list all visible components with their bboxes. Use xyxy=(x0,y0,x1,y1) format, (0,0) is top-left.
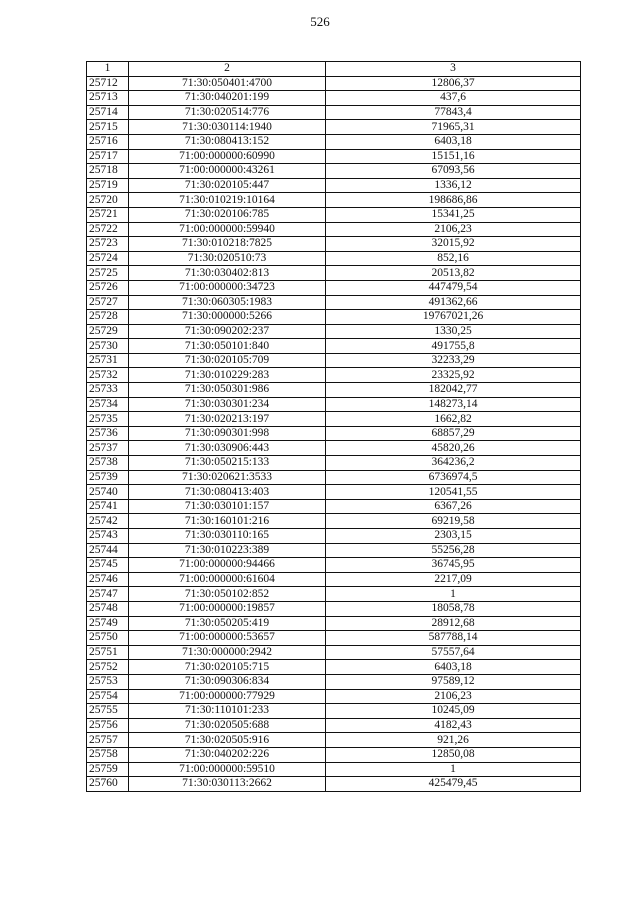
value-cell: 2106,23 xyxy=(326,689,581,704)
cadastral-number-cell: 71:00:000000:60990 xyxy=(129,149,326,164)
value-cell: 18058,78 xyxy=(326,601,581,616)
row-number-cell: 25753 xyxy=(87,674,129,689)
cadastral-number-cell: 71:30:050301:986 xyxy=(129,383,326,398)
data-table xyxy=(86,61,581,792)
table-row xyxy=(87,660,581,675)
cadastral-number-cell: 71:30:050205:419 xyxy=(129,616,326,631)
row-number-cell: 25742 xyxy=(87,514,129,529)
table-row xyxy=(87,251,581,266)
row-number-cell: 25716 xyxy=(87,134,129,149)
cadastral-number-cell: 71:30:090306:834 xyxy=(129,674,326,689)
cadastral-number-cell: 71:00:000000:43261 xyxy=(129,164,326,179)
cadastral-number-cell: 71:30:090301:998 xyxy=(129,426,326,441)
table-row xyxy=(87,397,581,412)
table-row xyxy=(87,222,581,237)
table-row xyxy=(87,353,581,368)
table-header-row xyxy=(87,62,581,77)
value-cell: 491755,8 xyxy=(326,339,581,354)
row-number-cell: 25752 xyxy=(87,660,129,675)
value-cell: 1 xyxy=(326,762,581,777)
value-cell: 71965,31 xyxy=(326,120,581,135)
table-row xyxy=(87,543,581,558)
cadastral-number-cell: 71:00:000000:19857 xyxy=(129,601,326,616)
cadastral-number-cell: 71:30:060305:1983 xyxy=(129,295,326,310)
table-row xyxy=(87,689,581,704)
cadastral-number-cell: 71:30:080413:403 xyxy=(129,485,326,500)
row-number-cell: 25736 xyxy=(87,426,129,441)
table-row xyxy=(87,91,581,106)
row-number-cell: 25737 xyxy=(87,441,129,456)
cadastral-number-cell: 71:00:000000:34723 xyxy=(129,280,326,295)
cadastral-number-cell: 71:30:050102:852 xyxy=(129,587,326,602)
row-number-cell: 25728 xyxy=(87,310,129,325)
value-cell: 2106,23 xyxy=(326,222,581,237)
value-cell: 69219,58 xyxy=(326,514,581,529)
table-row xyxy=(87,178,581,193)
cadastral-number-cell: 71:30:080413:152 xyxy=(129,134,326,149)
table-row xyxy=(87,470,581,485)
value-cell: 32233,29 xyxy=(326,353,581,368)
row-number-cell: 25720 xyxy=(87,193,129,208)
table-row xyxy=(87,164,581,179)
cadastral-number-cell: 71:30:020106:785 xyxy=(129,207,326,222)
table-row xyxy=(87,558,581,573)
row-number-cell: 25756 xyxy=(87,718,129,733)
table-row xyxy=(87,529,581,544)
row-number-cell: 25747 xyxy=(87,587,129,602)
cadastral-number-cell: 71:30:010223:389 xyxy=(129,543,326,558)
cadastral-number-cell: 71:30:030101:157 xyxy=(129,499,326,514)
table-row xyxy=(87,266,581,281)
cadastral-number-cell: 71:30:000000:5266 xyxy=(129,310,326,325)
column-header-3: 3 xyxy=(326,62,581,77)
cadastral-number-cell: 71:30:090202:237 xyxy=(129,324,326,339)
row-number-cell: 25715 xyxy=(87,120,129,135)
value-cell: 491362,66 xyxy=(326,295,581,310)
cadastral-number-cell: 71:30:020213:197 xyxy=(129,412,326,427)
table-row xyxy=(87,120,581,135)
table-row xyxy=(87,412,581,427)
row-number-cell: 25744 xyxy=(87,543,129,558)
table-row xyxy=(87,718,581,733)
row-number-cell: 25760 xyxy=(87,777,129,792)
value-cell: 6403,18 xyxy=(326,134,581,149)
value-cell: 36745,95 xyxy=(326,558,581,573)
value-cell: 15151,16 xyxy=(326,149,581,164)
value-cell: 447479,54 xyxy=(326,280,581,295)
row-number-cell: 25717 xyxy=(87,149,129,164)
cadastral-number-cell: 71:30:030113:2662 xyxy=(129,777,326,792)
table-row xyxy=(87,207,581,222)
value-cell: 921,26 xyxy=(326,733,581,748)
row-number-cell: 25738 xyxy=(87,456,129,471)
table-row xyxy=(87,456,581,471)
cadastral-number-cell: 71:30:030906:443 xyxy=(129,441,326,456)
table-row xyxy=(87,441,581,456)
cadastral-number-cell: 71:30:020510:73 xyxy=(129,251,326,266)
value-cell: 120541,55 xyxy=(326,485,581,500)
row-number-cell: 25714 xyxy=(87,105,129,120)
table-row xyxy=(87,237,581,252)
table-row xyxy=(87,587,581,602)
cadastral-number-cell: 71:30:030402:813 xyxy=(129,266,326,281)
row-number-cell: 25746 xyxy=(87,572,129,587)
value-cell: 97589,12 xyxy=(326,674,581,689)
table-row xyxy=(87,674,581,689)
cadastral-number-cell: 71:30:030110:165 xyxy=(129,529,326,544)
table-row xyxy=(87,310,581,325)
row-number-cell: 25749 xyxy=(87,616,129,631)
value-cell: 28912,68 xyxy=(326,616,581,631)
table-row xyxy=(87,280,581,295)
cadastral-number-cell: 71:30:160101:216 xyxy=(129,514,326,529)
cadastral-number-cell: 71:00:000000:59940 xyxy=(129,222,326,237)
table-row xyxy=(87,149,581,164)
value-cell: 12850,08 xyxy=(326,747,581,762)
cadastral-number-cell: 71:30:020505:688 xyxy=(129,718,326,733)
row-number-cell: 25725 xyxy=(87,266,129,281)
row-number-cell: 25759 xyxy=(87,762,129,777)
table-row xyxy=(87,616,581,631)
row-number-cell: 25734 xyxy=(87,397,129,412)
value-cell: 68857,29 xyxy=(326,426,581,441)
cadastral-number-cell: 71:30:020505:916 xyxy=(129,733,326,748)
cadastral-number-cell: 71:30:040201:199 xyxy=(129,91,326,106)
row-number-cell: 25732 xyxy=(87,368,129,383)
cadastral-number-cell: 71:00:000000:77929 xyxy=(129,689,326,704)
column-header-2: 2 xyxy=(129,62,326,77)
value-cell: 67093,56 xyxy=(326,164,581,179)
cadastral-number-cell: 71:30:020514:776 xyxy=(129,105,326,120)
row-number-cell: 25757 xyxy=(87,733,129,748)
row-number-cell: 25722 xyxy=(87,222,129,237)
table-row xyxy=(87,631,581,646)
cadastral-number-cell: 71:30:020621:3533 xyxy=(129,470,326,485)
cadastral-number-cell: 71:30:000000:2942 xyxy=(129,645,326,660)
row-number-cell: 25758 xyxy=(87,747,129,762)
value-cell: 6403,18 xyxy=(326,660,581,675)
value-cell: 20513,82 xyxy=(326,266,581,281)
row-number-cell: 25754 xyxy=(87,689,129,704)
page-number: 526 xyxy=(310,14,330,29)
row-number-cell: 25745 xyxy=(87,558,129,573)
value-cell: 1 xyxy=(326,587,581,602)
value-cell: 6736974,5 xyxy=(326,470,581,485)
cadastral-number-cell: 71:30:020105:715 xyxy=(129,660,326,675)
table-row xyxy=(87,645,581,660)
row-number-cell: 25735 xyxy=(87,412,129,427)
cadastral-number-cell: 71:30:020105:447 xyxy=(129,178,326,193)
table-row xyxy=(87,193,581,208)
value-cell: 77843,4 xyxy=(326,105,581,120)
cadastral-number-cell: 71:30:010218:7825 xyxy=(129,237,326,252)
value-cell: 425479,45 xyxy=(326,777,581,792)
value-cell: 198686,86 xyxy=(326,193,581,208)
table-row xyxy=(87,76,581,91)
table-row xyxy=(87,426,581,441)
value-cell: 12806,37 xyxy=(326,76,581,91)
row-number-cell: 25719 xyxy=(87,178,129,193)
cadastral-number-cell: 71:30:030301:234 xyxy=(129,397,326,412)
row-number-cell: 25733 xyxy=(87,383,129,398)
value-cell: 1330,25 xyxy=(326,324,581,339)
row-number-cell: 25755 xyxy=(87,704,129,719)
table-row xyxy=(87,368,581,383)
cadastral-number-cell: 71:00:000000:53657 xyxy=(129,631,326,646)
row-number-cell: 25726 xyxy=(87,280,129,295)
cadastral-number-cell: 71:30:010219:10164 xyxy=(129,193,326,208)
value-cell: 1662,82 xyxy=(326,412,581,427)
row-number-cell: 25731 xyxy=(87,353,129,368)
table-row xyxy=(87,339,581,354)
value-cell: 2217,09 xyxy=(326,572,581,587)
row-number-cell: 25750 xyxy=(87,631,129,646)
value-cell: 364236,2 xyxy=(326,456,581,471)
cadastral-number-cell: 71:30:050101:840 xyxy=(129,339,326,354)
value-cell: 55256,28 xyxy=(326,543,581,558)
table-row xyxy=(87,105,581,120)
table-row xyxy=(87,733,581,748)
table-row xyxy=(87,383,581,398)
cadastral-number-cell: 71:00:000000:94466 xyxy=(129,558,326,573)
value-cell: 587788,14 xyxy=(326,631,581,646)
table-row xyxy=(87,777,581,792)
row-number-cell: 25727 xyxy=(87,295,129,310)
table-row xyxy=(87,485,581,500)
row-number-cell: 25739 xyxy=(87,470,129,485)
value-cell: 6367,26 xyxy=(326,499,581,514)
cadastral-number-cell: 71:00:000000:61604 xyxy=(129,572,326,587)
cadastral-number-cell: 71:30:110101:233 xyxy=(129,704,326,719)
cadastral-number-cell: 71:00:000000:59510 xyxy=(129,762,326,777)
row-number-cell: 25712 xyxy=(87,76,129,91)
table-row xyxy=(87,499,581,514)
cadastral-number-cell: 71:30:050215:133 xyxy=(129,456,326,471)
row-number-cell: 25724 xyxy=(87,251,129,266)
row-number-cell: 25748 xyxy=(87,601,129,616)
cadastral-number-cell: 71:30:010229:283 xyxy=(129,368,326,383)
value-cell: 4182,43 xyxy=(326,718,581,733)
value-cell: 23325,92 xyxy=(326,368,581,383)
value-cell: 182042,77 xyxy=(326,383,581,398)
cadastral-number-cell: 71:30:050401:4700 xyxy=(129,76,326,91)
row-number-cell: 25741 xyxy=(87,499,129,514)
value-cell: 19767021,26 xyxy=(326,310,581,325)
table-row xyxy=(87,762,581,777)
table-row xyxy=(87,324,581,339)
row-number-cell: 25743 xyxy=(87,529,129,544)
row-number-cell: 25723 xyxy=(87,237,129,252)
table-row xyxy=(87,601,581,616)
row-number-cell: 25730 xyxy=(87,339,129,354)
value-cell: 15341,25 xyxy=(326,207,581,222)
value-cell: 852,16 xyxy=(326,251,581,266)
value-cell: 437,6 xyxy=(326,91,581,106)
row-number-cell: 25721 xyxy=(87,207,129,222)
value-cell: 2303,15 xyxy=(326,529,581,544)
row-number-cell: 25740 xyxy=(87,485,129,500)
row-number-cell: 25713 xyxy=(87,91,129,106)
table-row xyxy=(87,295,581,310)
row-number-cell: 25718 xyxy=(87,164,129,179)
cadastral-number-cell: 71:30:040202:226 xyxy=(129,747,326,762)
table-row xyxy=(87,747,581,762)
value-cell: 57557,64 xyxy=(326,645,581,660)
cadastral-number-cell: 71:30:020105:709 xyxy=(129,353,326,368)
value-cell: 10245,09 xyxy=(326,704,581,719)
value-cell: 148273,14 xyxy=(326,397,581,412)
cadastral-number-cell: 71:30:030114:1940 xyxy=(129,120,326,135)
table-row xyxy=(87,514,581,529)
table-row xyxy=(87,572,581,587)
row-number-cell: 25729 xyxy=(87,324,129,339)
row-number-cell: 25751 xyxy=(87,645,129,660)
table-row xyxy=(87,704,581,719)
value-cell: 32015,92 xyxy=(326,237,581,252)
column-header-1: 1 xyxy=(87,62,129,77)
value-cell: 1336,12 xyxy=(326,178,581,193)
value-cell: 45820,26 xyxy=(326,441,581,456)
table-row xyxy=(87,134,581,149)
